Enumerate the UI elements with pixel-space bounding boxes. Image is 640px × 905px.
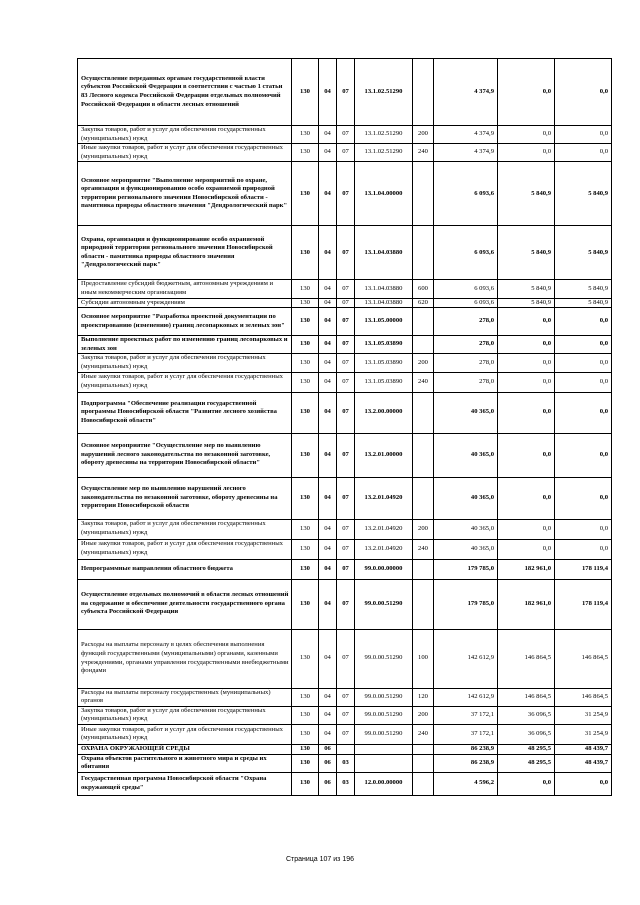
amount-year-3: 146 864,5	[555, 629, 612, 688]
section-code: 04	[319, 629, 337, 688]
ministry-code: 130	[292, 354, 319, 372]
ministry-code: 130	[292, 59, 319, 126]
amount-year-2: 182 961,0	[498, 559, 555, 579]
target-article-code: 13.1.04.03880	[355, 298, 413, 308]
section-code: 04	[319, 59, 337, 126]
expense-type-code	[413, 579, 434, 629]
amount-year-3: 5 840,9	[555, 298, 612, 308]
target-article-code: 13.2.00.00000	[355, 392, 413, 433]
row-description: ОХРАНА ОКРУЖАЮЩЕЙ СРЕДЫ	[78, 744, 292, 754]
subsection-code: 07	[337, 559, 355, 579]
subsection-code: 03	[337, 754, 355, 772]
row-description: Иные закупки товаров, работ и услуг для обеспечения государственных (муниципальных) нужд	[78, 724, 292, 744]
subsection-code: 07	[337, 706, 355, 724]
section-code: 04	[319, 433, 337, 477]
ministry-code: 130	[292, 772, 319, 795]
subsection-code: 03	[337, 772, 355, 795]
ministry-code: 130	[292, 724, 319, 744]
amount-year-3: 5 840,9	[555, 162, 612, 226]
ministry-code: 130	[292, 706, 319, 724]
amount-year-2: 36 096,5	[498, 724, 555, 744]
row-description: Осуществление мер по выявлению нарушений лесного законодательства по незаконной заготовке, обороту древесины на территории Новосибирской области	[78, 477, 292, 519]
expense-type-code	[413, 308, 434, 336]
expense-type-code: 200	[413, 706, 434, 724]
amount-year-1: 6 093,6	[434, 298, 498, 308]
expense-type-code	[413, 59, 434, 126]
expense-type-code	[413, 744, 434, 754]
amount-year-2: 48 295,5	[498, 744, 555, 754]
amount-year-2: 0,0	[498, 59, 555, 126]
amount-year-2: 36 096,5	[498, 706, 555, 724]
expense-type-code: 200	[413, 126, 434, 144]
table-row	[78, 559, 612, 579]
target-article-code: 99.0.00.51290	[355, 629, 413, 688]
row-description: Расходы на выплаты персоналу государственных (муниципальных) органов	[78, 688, 292, 706]
amount-year-2: 5 840,9	[498, 162, 555, 226]
expense-type-code	[413, 754, 434, 772]
amount-year-3: 146 864,5	[555, 688, 612, 706]
section-code: 06	[319, 754, 337, 772]
amount-year-1: 37 172,1	[434, 724, 498, 744]
target-article-code: 99.0.00.51290	[355, 724, 413, 744]
table-row	[78, 724, 612, 744]
expense-type-code	[413, 162, 434, 226]
ministry-code: 130	[292, 433, 319, 477]
amount-year-1: 4 596,2	[434, 772, 498, 795]
section-code: 04	[319, 308, 337, 336]
section-code: 04	[319, 392, 337, 433]
subsection-code: 07	[337, 59, 355, 126]
target-article-code: 13.1.02.51290	[355, 126, 413, 144]
section-code: 04	[319, 688, 337, 706]
ministry-code: 130	[292, 336, 319, 354]
amount-year-2: 0,0	[498, 336, 555, 354]
row-description: Осуществление переданных органам государственной власти субъектов Российской Федерации в соответствии с частью 1 статьи 83 Лесного кодекса Российской Федерации отдельных полномочий Российской Федерации в области лесных отношений	[78, 59, 292, 126]
row-description: Расходы на выплаты персоналу в целях обеспечения выполнения функций государственными (муниципальными) органами, казенными учреждениями, органами управления государственными внебюджетными фондами	[78, 629, 292, 688]
ministry-code: 130	[292, 519, 319, 539]
target-article-code: 13.2.01.04920	[355, 519, 413, 539]
amount-year-2: 0,0	[498, 308, 555, 336]
target-article-code: 13.1.04.00000	[355, 162, 413, 226]
amount-year-2: 0,0	[498, 772, 555, 795]
ministry-code: 130	[292, 144, 319, 162]
row-description: Основное мероприятие "Осуществление мер по выявлению нарушений лесного законодательства по незаконной заготовке, обороту древесины на территории Новосибирской области"	[78, 433, 292, 477]
section-code: 04	[319, 226, 337, 280]
section-code: 04	[319, 706, 337, 724]
subsection-code: 07	[337, 298, 355, 308]
amount-year-1: 40 365,0	[434, 392, 498, 433]
subsection-code: 07	[337, 579, 355, 629]
amount-year-2: 0,0	[498, 477, 555, 519]
subsection-code: 07	[337, 226, 355, 280]
amount-year-2: 0,0	[498, 433, 555, 477]
target-article-code: 99.0.00.51290	[355, 688, 413, 706]
amount-year-1: 6 093,6	[434, 226, 498, 280]
target-article-code: 13.1.05.00000	[355, 308, 413, 336]
amount-year-1: 278,0	[434, 372, 498, 392]
section-code: 04	[319, 372, 337, 392]
amount-year-3: 178 119,4	[555, 559, 612, 579]
amount-year-3: 0,0	[555, 477, 612, 519]
table-row	[78, 539, 612, 559]
target-article-code: 12.0.00.00000	[355, 772, 413, 795]
table-row	[78, 126, 612, 144]
table-row	[78, 162, 612, 226]
amount-year-2: 0,0	[498, 144, 555, 162]
section-code: 04	[319, 144, 337, 162]
amount-year-1: 278,0	[434, 336, 498, 354]
amount-year-2: 146 864,5	[498, 688, 555, 706]
page-number: Страница 107 из 196	[285, 856, 355, 863]
subsection-code: 07	[337, 433, 355, 477]
ministry-code: 130	[292, 539, 319, 559]
amount-year-1: 37 172,1	[434, 706, 498, 724]
row-description: Иные закупки товаров, работ и услуг для обеспечения государственных (муниципальных) нужд	[78, 372, 292, 392]
section-code: 04	[319, 477, 337, 519]
expense-type-code	[413, 433, 434, 477]
expense-type-code: 200	[413, 519, 434, 539]
subsection-code: 07	[337, 539, 355, 559]
amount-year-1: 179 785,0	[434, 579, 498, 629]
amount-year-1: 142 612,9	[434, 688, 498, 706]
table-row	[78, 688, 612, 706]
section-code: 04	[319, 354, 337, 372]
ministry-code: 130	[292, 579, 319, 629]
table-row	[78, 706, 612, 724]
subsection-code: 07	[337, 519, 355, 539]
subsection-code: 07	[337, 308, 355, 336]
amount-year-1: 86 238,9	[434, 744, 498, 754]
subsection-code: 07	[337, 629, 355, 688]
table-row	[78, 772, 612, 795]
ministry-code: 130	[292, 162, 319, 226]
subsection-code: 07	[337, 724, 355, 744]
target-article-code: 13.1.05.03890	[355, 372, 413, 392]
subsection-code: 07	[337, 688, 355, 706]
amount-year-2: 5 840,9	[498, 298, 555, 308]
row-description: Закупка товаров, работ и услуг для обеспечения государственных (муниципальных) нужд	[78, 519, 292, 539]
ministry-code: 130	[292, 754, 319, 772]
ministry-code: 130	[292, 126, 319, 144]
section-code: 04	[319, 126, 337, 144]
section-code: 04	[319, 280, 337, 298]
table-row	[78, 280, 612, 298]
amount-year-1: 86 238,9	[434, 754, 498, 772]
amount-year-3: 0,0	[555, 336, 612, 354]
table-row	[78, 144, 612, 162]
table-row	[78, 354, 612, 372]
amount-year-3: 48 439,7	[555, 754, 612, 772]
amount-year-3: 0,0	[555, 144, 612, 162]
row-description: Непрограммные направления областного бюджета	[78, 559, 292, 579]
subsection-code: 07	[337, 354, 355, 372]
amount-year-2: 0,0	[498, 354, 555, 372]
subsection-code: 07	[337, 144, 355, 162]
expense-type-code: 200	[413, 354, 434, 372]
expense-type-code: 240	[413, 144, 434, 162]
row-description: Иные закупки товаров, работ и услуг для обеспечения государственных (муниципальных) нужд	[78, 144, 292, 162]
section-code: 04	[319, 162, 337, 226]
amount-year-3: 0,0	[555, 372, 612, 392]
expense-type-code	[413, 392, 434, 433]
row-description: Предоставление субсидий бюджетным, автономным учреждениям и иным некоммерческим организациям	[78, 280, 292, 298]
amount-year-1: 40 365,0	[434, 539, 498, 559]
amount-year-3: 0,0	[555, 126, 612, 144]
target-article-code: 13.1.05.03890	[355, 354, 413, 372]
row-description: Охрана, организация и функционирование особо охраняемой природной территории регионального значения Новосибирской области - памятника природы областного значения "Дендрологический парк"	[78, 226, 292, 280]
table-row	[78, 226, 612, 280]
subsection-code: 07	[337, 372, 355, 392]
target-article-code: 13.1.02.51290	[355, 144, 413, 162]
table-row	[78, 308, 612, 336]
section-code: 04	[319, 539, 337, 559]
ministry-code: 130	[292, 298, 319, 308]
amount-year-3: 0,0	[555, 308, 612, 336]
row-description: Осуществление отдельных полномочий в области лесных отношений на содержание и обеспечение деятельности государственного органа субъекта Российской Федерации	[78, 579, 292, 629]
table-row	[78, 477, 612, 519]
amount-year-3: 0,0	[555, 772, 612, 795]
section-code: 04	[319, 336, 337, 354]
expense-type-code: 620	[413, 298, 434, 308]
target-article-code: 13.1.02.51290	[355, 59, 413, 126]
amount-year-2: 5 840,9	[498, 226, 555, 280]
ministry-code: 130	[292, 477, 319, 519]
section-code: 04	[319, 559, 337, 579]
target-article-code: 99.0.00.51290	[355, 706, 413, 724]
ministry-code: 130	[292, 629, 319, 688]
amount-year-3: 5 840,9	[555, 226, 612, 280]
amount-year-2: 0,0	[498, 519, 555, 539]
amount-year-3: 31 254,9	[555, 706, 612, 724]
amount-year-1: 278,0	[434, 354, 498, 372]
expense-type-code	[413, 559, 434, 579]
amount-year-3: 0,0	[555, 519, 612, 539]
expense-type-code	[413, 226, 434, 280]
amount-year-2: 0,0	[498, 539, 555, 559]
amount-year-1: 6 093,6	[434, 162, 498, 226]
section-code: 04	[319, 724, 337, 744]
row-description: Государственная программа Новосибирской области "Охрана окружающей среды"	[78, 772, 292, 795]
amount-year-2: 48 295,5	[498, 754, 555, 772]
amount-year-3: 0,0	[555, 354, 612, 372]
subsection-code: 07	[337, 392, 355, 433]
row-description: Основное мероприятие "Разработка проектной документации по проектированию (изменению) границ лесопарковых и зеленых зон"	[78, 308, 292, 336]
ministry-code: 130	[292, 372, 319, 392]
target-article-code	[355, 754, 413, 772]
amount-year-1: 4 374,9	[434, 144, 498, 162]
subsection-code: 07	[337, 280, 355, 298]
expense-type-code	[413, 336, 434, 354]
expense-type-code: 120	[413, 688, 434, 706]
row-description: Иные закупки товаров, работ и услуг для обеспечения государственных (муниципальных) нужд	[78, 539, 292, 559]
target-article-code: 13.1.05.03890	[355, 336, 413, 354]
target-article-code: 99.0.00.00000	[355, 559, 413, 579]
amount-year-2: 182 961,0	[498, 579, 555, 629]
subsection-code: 07	[337, 126, 355, 144]
ministry-code: 130	[292, 688, 319, 706]
subsection-code	[337, 744, 355, 754]
amount-year-3: 5 840,9	[555, 280, 612, 298]
section-code: 06	[319, 772, 337, 795]
target-article-code: 13.1.04.03880	[355, 280, 413, 298]
amount-year-3: 31 254,9	[555, 724, 612, 744]
target-article-code: 13.1.04.03880	[355, 226, 413, 280]
section-code: 06	[319, 744, 337, 754]
table-row	[78, 579, 612, 629]
ministry-code: 130	[292, 392, 319, 433]
amount-year-1: 6 093,6	[434, 280, 498, 298]
amount-year-3: 0,0	[555, 59, 612, 126]
expense-type-code: 240	[413, 724, 434, 744]
table-row	[78, 59, 612, 126]
amount-year-1: 179 785,0	[434, 559, 498, 579]
amount-year-1: 278,0	[434, 308, 498, 336]
ministry-code: 130	[292, 280, 319, 298]
table-row	[78, 519, 612, 539]
table-row	[78, 336, 612, 354]
ministry-code: 130	[292, 308, 319, 336]
table-row	[78, 372, 612, 392]
target-article-code: 99.0.00.51290	[355, 579, 413, 629]
amount-year-1: 142 612,9	[434, 629, 498, 688]
expense-type-code: 240	[413, 372, 434, 392]
budget-table	[77, 58, 612, 796]
amount-year-3: 0,0	[555, 539, 612, 559]
amount-year-2: 0,0	[498, 126, 555, 144]
expense-type-code: 240	[413, 539, 434, 559]
target-article-code: 13.2.01.04920	[355, 539, 413, 559]
amount-year-3: 48 439,7	[555, 744, 612, 754]
ministry-code: 130	[292, 226, 319, 280]
expense-type-code	[413, 772, 434, 795]
amount-year-2: 5 840,9	[498, 280, 555, 298]
table-row	[78, 298, 612, 308]
subsection-code: 07	[337, 477, 355, 519]
subsection-code: 07	[337, 162, 355, 226]
row-description: Закупка товаров, работ и услуг для обеспечения государственных (муниципальных) нужд	[78, 354, 292, 372]
amount-year-1: 40 365,0	[434, 477, 498, 519]
expense-type-code	[413, 477, 434, 519]
row-description: Закупка товаров, работ и услуг для обеспечения государственных (муниципальных) нужд	[78, 126, 292, 144]
subsection-code: 07	[337, 336, 355, 354]
table-row	[78, 744, 612, 754]
table-row	[78, 754, 612, 772]
row-description: Выполнение проектных работ по изменению границ лесопарковых и зеленых зон	[78, 336, 292, 354]
target-article-code: 13.2.01.04920	[355, 477, 413, 519]
section-code: 04	[319, 579, 337, 629]
amount-year-3: 178 119,4	[555, 579, 612, 629]
row-description: Закупка товаров, работ и услуг для обеспечения государственных (муниципальных) нужд	[78, 706, 292, 724]
amount-year-2: 146 864,5	[498, 629, 555, 688]
expense-type-code: 100	[413, 629, 434, 688]
amount-year-1: 4 374,9	[434, 59, 498, 126]
amount-year-1: 40 365,0	[434, 433, 498, 477]
amount-year-3: 0,0	[555, 433, 612, 477]
ministry-code: 130	[292, 744, 319, 754]
amount-year-1: 40 365,0	[434, 519, 498, 539]
target-article-code: 13.2.01.00000	[355, 433, 413, 477]
amount-year-2: 0,0	[498, 392, 555, 433]
table-row	[78, 433, 612, 477]
target-article-code	[355, 744, 413, 754]
amount-year-1: 4 374,9	[434, 126, 498, 144]
row-description: Основное мероприятие "Выполнение мероприятий по охране, организации и функционированию особо охраняемой природной территории регионального значения Новосибирской области - памятника природы областного значения "Дендрологический парк"	[78, 162, 292, 226]
section-code: 04	[319, 519, 337, 539]
amount-year-3: 0,0	[555, 392, 612, 433]
row-description: Субсидии автономным учреждениям	[78, 298, 292, 308]
table-row	[78, 629, 612, 688]
section-code: 04	[319, 298, 337, 308]
ministry-code: 130	[292, 559, 319, 579]
table-row	[78, 392, 612, 433]
amount-year-2: 0,0	[498, 372, 555, 392]
expense-type-code: 600	[413, 280, 434, 298]
row-description: Подпрограмма "Обеспечение реализации государственной программы Новосибирской области "Развитие лесного хозяйства Новосибирской области"	[78, 392, 292, 433]
row-description: Охрана объектов растительного и животного мира и среды их обитания	[78, 754, 292, 772]
